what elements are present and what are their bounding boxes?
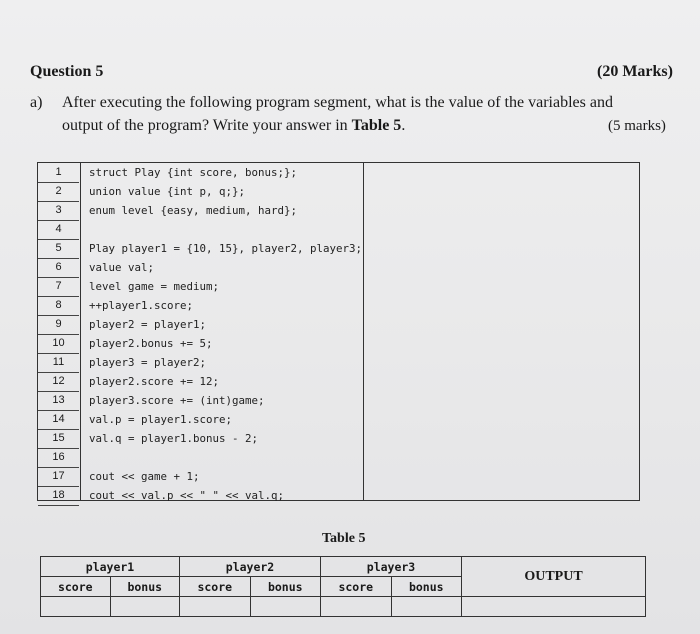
answer-cell[interactable] [321, 597, 392, 617]
subheader-score: score [180, 577, 251, 597]
part-text-line2-prefix: output of the program? Write your answer in [62, 117, 352, 134]
question-title: Question 5 [30, 63, 104, 80]
subheader-bonus: bonus [391, 577, 462, 597]
answer-cell[interactable] [250, 597, 321, 617]
line-number: 2 [38, 182, 79, 202]
subheader-bonus: bonus [250, 577, 321, 597]
line-number: 1 [38, 163, 79, 183]
code-line: union value {int p, q;}; [89, 185, 246, 198]
subheader-bonus: bonus [110, 577, 180, 597]
line-number: 8 [38, 296, 79, 316]
code-line: enum level {easy, medium, hard}; [89, 204, 298, 217]
part-text-line2 [62, 117, 405, 135]
line-number: 14 [38, 410, 79, 430]
line-number: 7 [38, 277, 79, 297]
part-marks: (5 marks) [608, 118, 666, 134]
code-line: ++player1.score; [89, 299, 194, 312]
code-line: level game = medium; [89, 280, 220, 293]
part-text-line1: After executing the following program segment, what is the value of the variables and [62, 94, 613, 111]
line-number: 9 [38, 315, 79, 335]
table-header-row [41, 557, 646, 577]
line-number: 11 [38, 353, 79, 373]
answer-cell[interactable] [462, 597, 646, 617]
question-marks: (20 Marks) [597, 63, 673, 80]
code-line: value val; [89, 261, 155, 274]
line-number: 13 [38, 391, 79, 411]
answer-table [40, 556, 646, 617]
code-line: player3.score += (int)game; [89, 394, 265, 407]
answer-cell[interactable] [391, 597, 462, 617]
line-number: 5 [38, 239, 79, 259]
part-text-line2-bold: Table 5 [351, 117, 402, 134]
group-header-output: OUTPUT [462, 557, 646, 597]
code-line: cout << val.p << " " << val.q; [89, 489, 285, 502]
line-number: 18 [38, 486, 79, 506]
answer-cell[interactable] [110, 597, 180, 617]
line-number: 12 [38, 372, 79, 392]
line-number: 16 [38, 448, 79, 468]
answer-cell[interactable] [180, 597, 251, 617]
table-caption: Table 5 [322, 531, 366, 546]
code-line: player2.score += 12; [89, 375, 220, 388]
line-number: 4 [38, 220, 79, 240]
line-number: 17 [38, 467, 79, 487]
answer-row [41, 597, 646, 617]
group-header-player2: player2 [180, 557, 321, 577]
answer-cell[interactable] [41, 597, 111, 617]
code-line: val.q = player1.bonus - 2; [89, 432, 259, 445]
part-text-line2-suffix: . [401, 117, 406, 134]
line-number: 6 [38, 258, 79, 278]
code-line: cout << game + 1; [89, 470, 200, 483]
code-line: Play player1 = {10, 15}, player2, player3; [89, 242, 363, 255]
group-header-player1: player1 [41, 557, 180, 577]
code-line: struct Play {int score, bonus;}; [89, 166, 298, 179]
code-area [81, 163, 364, 500]
code-line: player2 = player1; [89, 318, 207, 331]
code-line: player3 = player2; [89, 356, 207, 369]
line-number: 10 [38, 334, 79, 354]
line-number: 15 [38, 429, 79, 449]
subheader-score: score [41, 577, 111, 597]
line-number-column [38, 163, 81, 500]
code-line: player2.bonus += 5; [89, 337, 213, 350]
subheader-score: score [321, 577, 392, 597]
part-label: a) [30, 94, 43, 111]
code-line: val.p = player1.score; [89, 413, 233, 426]
code-listing [37, 162, 640, 501]
group-header-player3: player3 [321, 557, 462, 577]
line-number: 3 [38, 201, 79, 221]
